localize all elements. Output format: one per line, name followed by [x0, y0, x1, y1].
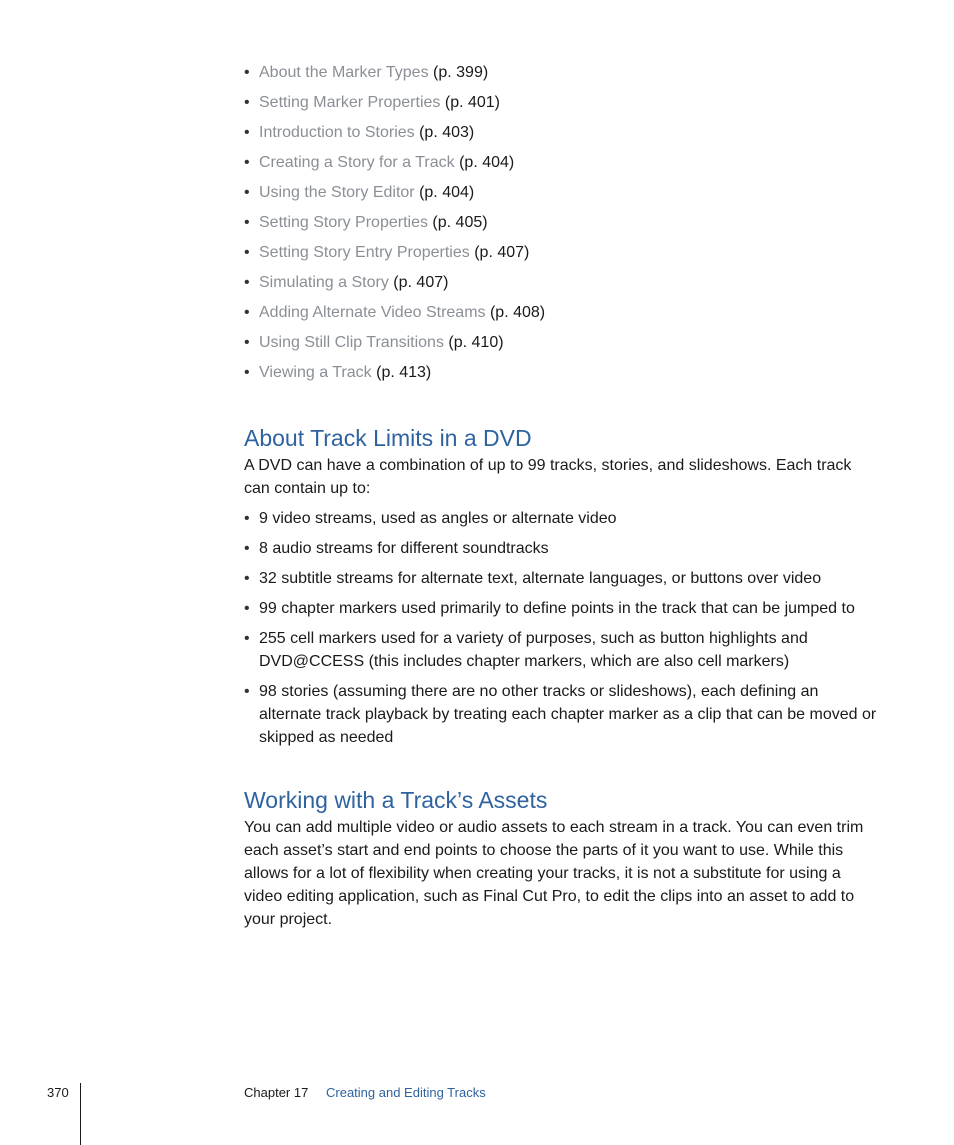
page-number: 370 — [47, 1085, 69, 1100]
toc-page-ref: (p. 404) — [419, 184, 475, 201]
bullet: • — [244, 630, 250, 647]
track-limits-intro: A DVD can have a combination of up to 99 tracks, stories, and slideshows. Each track can contain up to: — [244, 457, 852, 497]
toc-page-ref: (p. 407) — [474, 244, 530, 261]
toc-page-ref: (p. 413) — [376, 364, 432, 381]
toc-item[interactable] — [244, 152, 884, 182]
toc-page-ref: (p. 405) — [432, 214, 488, 231]
list-item — [244, 507, 884, 530]
toc-link[interactable]: Using the Story Editor — [259, 184, 415, 201]
toc-item[interactable] — [244, 62, 884, 92]
bullet: • — [244, 124, 250, 141]
toc-link[interactable]: Simulating a Story — [259, 274, 389, 291]
toc-link[interactable]: Viewing a Track — [259, 364, 372, 381]
toc-link[interactable]: About the Marker Types — [259, 64, 429, 81]
bullet: • — [244, 214, 250, 231]
bullet: • — [244, 244, 250, 261]
toc-link[interactable]: Creating a Story for a Track — [259, 154, 455, 171]
toc-page-ref: (p. 407) — [393, 274, 449, 291]
list-item-text: 9 video streams, used as angles or alternate video — [259, 510, 617, 527]
footer-divider — [80, 1083, 81, 1145]
toc-item[interactable] — [244, 362, 884, 392]
toc-list — [244, 62, 884, 392]
bullet: • — [244, 184, 250, 201]
bullet: • — [244, 304, 250, 321]
toc-page-ref: (p. 408) — [489, 304, 546, 321]
toc-item[interactable] — [244, 212, 884, 242]
toc-item[interactable] — [244, 242, 884, 272]
list-item-text: 32 subtitle streams for alternate text, alternate languages, or buttons over video — [259, 570, 822, 587]
toc-link[interactable]: Using Still Clip Transitions — [259, 334, 444, 351]
bullet: • — [244, 94, 250, 111]
list-item-text: 8 audio streams for different soundtracks — [259, 540, 549, 557]
footer-chapter-label: Chapter 17 — [244, 1085, 309, 1100]
toc-item[interactable] — [244, 302, 884, 332]
list-item — [244, 597, 884, 620]
toc-link[interactable]: Setting Story Entry Properties — [259, 244, 470, 261]
bullet: • — [244, 64, 250, 81]
section-heading-assets: Working with a Track’s Assets — [244, 787, 548, 813]
footer-chapter-title-link[interactable]: Creating and Editing Tracks — [326, 1085, 486, 1100]
bullet: • — [244, 154, 250, 171]
toc-item[interactable] — [244, 332, 884, 362]
bullet: • — [244, 570, 250, 587]
bullet: • — [244, 540, 250, 557]
toc-page-ref: (p. 399) — [433, 64, 489, 81]
track-limits-list — [244, 507, 884, 756]
toc-page-ref: (p. 401) — [444, 94, 500, 111]
bullet: • — [244, 274, 250, 291]
list-item-text: 255 cell markers used for a variety of purposes, such as button highlights and DVD@CCESS (this includes chapter markers, which are also cell markers) — [259, 630, 808, 670]
list-item — [244, 680, 884, 749]
toc-item[interactable] — [244, 122, 884, 152]
bullet: • — [244, 600, 250, 617]
list-item — [244, 627, 884, 673]
toc-item[interactable] — [244, 272, 884, 302]
list-item-text: 98 stories (assuming there are no other tracks or slideshows), each defining an alternate track playback by treating each chapter marker as a clip that can be moved or skipped as needed — [259, 683, 877, 746]
toc-link[interactable]: Introduction to Stories — [259, 124, 415, 141]
toc-item[interactable] — [244, 182, 884, 212]
toc-link[interactable]: Setting Marker Properties — [259, 94, 441, 111]
bullet: • — [244, 510, 250, 527]
bullet: • — [244, 364, 250, 381]
assets-paragraph: You can add multiple video or audio assets to each stream in a track. You can even trim each asset’s start and end points to choose the parts of it you want to use. While this allows for a lot of flexibility when creating your tracks, it is not a substitute for using a video editing application, such as Final Cut Pro, to edit the clips into an asset to add to your project. — [244, 819, 864, 928]
toc-page-ref: (p. 410) — [448, 334, 504, 351]
toc-page-ref: (p. 403) — [419, 124, 475, 141]
list-item — [244, 567, 884, 590]
toc-link[interactable]: Adding Alternate Video Streams — [259, 304, 486, 321]
bullet: • — [244, 683, 250, 700]
bullet: • — [244, 334, 250, 351]
section-heading-track-limits: About Track Limits in a DVD — [244, 425, 532, 451]
list-item — [244, 537, 884, 560]
toc-item[interactable] — [244, 92, 884, 122]
list-item-text: 99 chapter markers used primarily to define points in the track that can be jumped to — [259, 600, 855, 617]
toc-page-ref: (p. 404) — [459, 154, 515, 171]
toc-link[interactable]: Setting Story Properties — [259, 214, 428, 231]
